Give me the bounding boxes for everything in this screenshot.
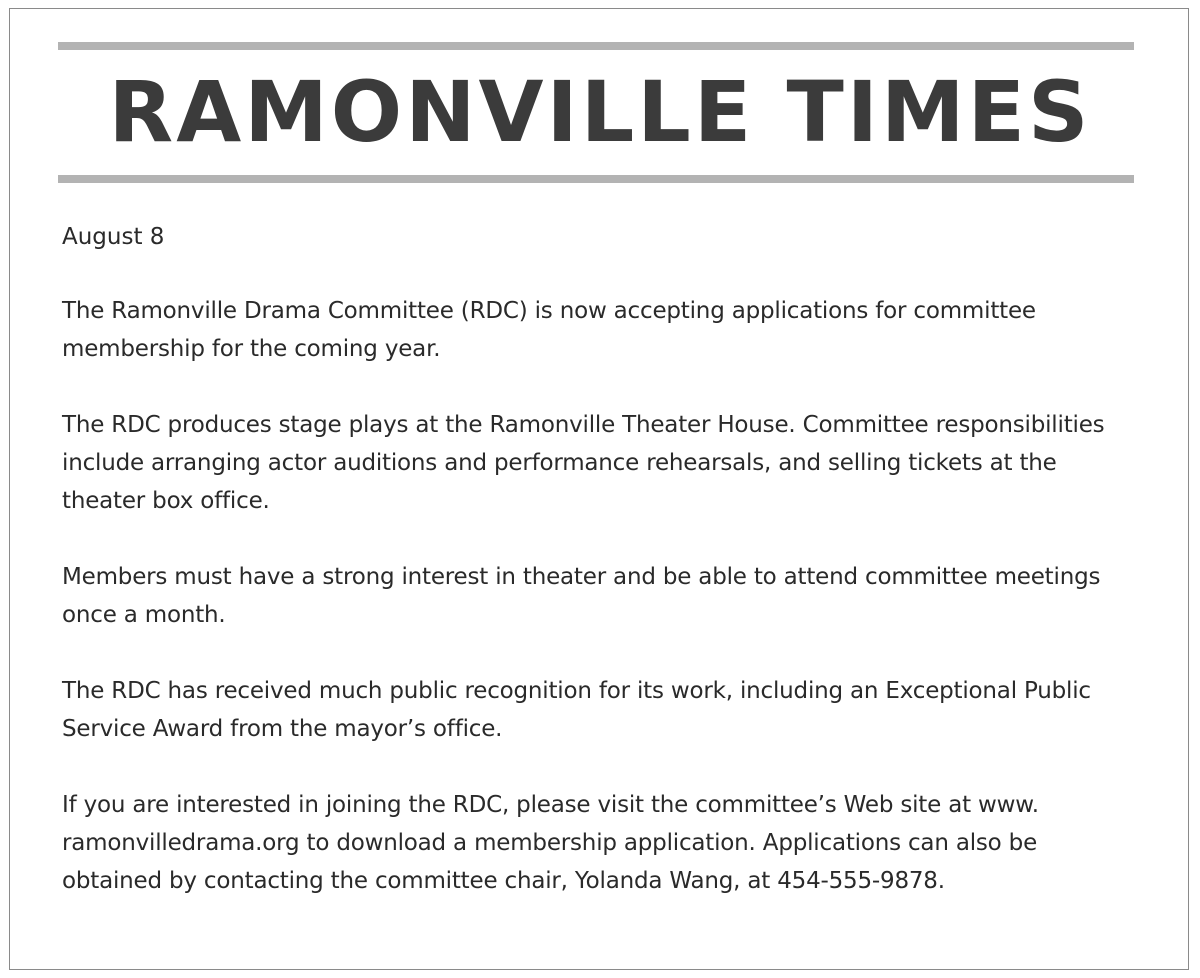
paragraph-line: once a month. — [62, 602, 226, 628]
paragraph-line: obtained by contacting the committee chair, Yolanda Wang, at 454-555-9878. — [62, 868, 945, 894]
paragraph-line: If you are interested in joining the RDC, please visit the committee’s Web site at www. — [62, 792, 1039, 818]
article-date: August 8 — [62, 224, 165, 250]
paragraph-line: ramonvilledrama.org to download a membership application. Applications can also be — [62, 830, 1038, 856]
article-paragraph — [62, 558, 1142, 634]
masthead-top-rule — [58, 42, 1134, 50]
paragraph-line: The Ramonville Drama Committee (RDC) is now accepting applications for committee — [62, 298, 1036, 324]
article-body — [62, 218, 1142, 938]
article-paragraph — [62, 292, 1142, 368]
paragraph-line: The RDC produces stage plays at the Ramonville Theater House. Committee responsibilities — [62, 412, 1105, 438]
masthead-title: RAMONVILLE TIMES — [108, 63, 1092, 161]
article-paragraph — [62, 406, 1142, 520]
paragraph-line: The RDC has received much public recognition for its work, including an Exceptional Public — [62, 678, 1091, 704]
article-paragraph — [62, 672, 1142, 748]
masthead-bottom-rule — [58, 175, 1134, 183]
paragraph-line: theater box office. — [62, 488, 270, 514]
paragraph-line: membership for the coming year. — [62, 336, 441, 362]
paragraph-line: include arranging actor auditions and performance rehearsals, and selling tickets at the — [62, 450, 1057, 476]
paragraph-line: Service Award from the mayor’s office. — [62, 716, 503, 742]
paragraph-line: Members must have a strong interest in theater and be able to attend committee meetings — [62, 564, 1101, 590]
article-paragraph — [62, 786, 1142, 900]
